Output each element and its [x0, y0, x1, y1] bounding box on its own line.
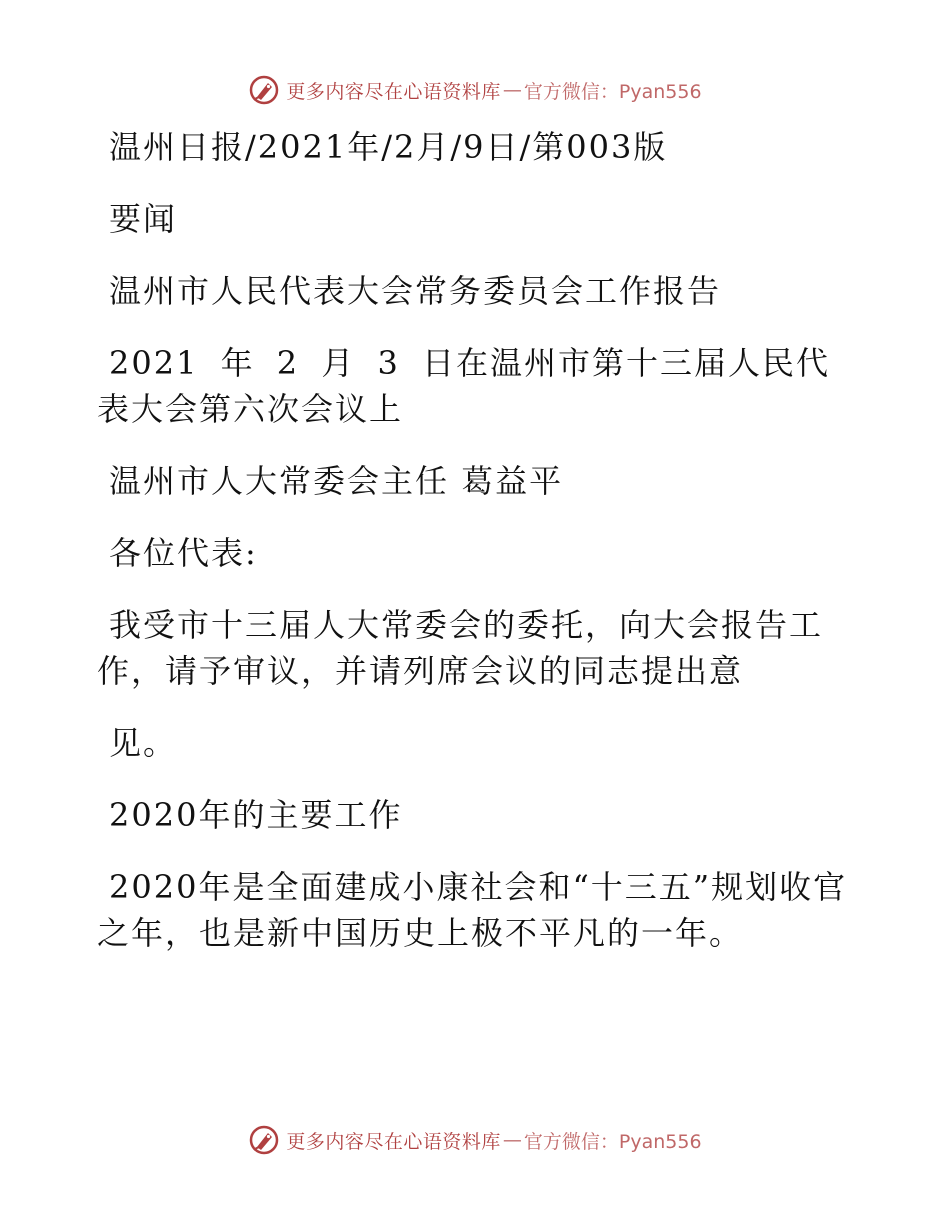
watermark-main-text: 更多内容尽在心语资料库 [286, 1130, 501, 1153]
pen-nib-logo-icon [248, 1124, 280, 1156]
paragraph-intro: 我受市十三届人大常委会的委托，向大会报告工作，请予审议，并请列席会议的同志提出意 [97, 606, 824, 690]
watermark-main-text: 更多内容尽在心语资料库 [286, 80, 501, 103]
watermark-separator: — [502, 79, 522, 101]
paragraph-section: 要闻 [109, 200, 178, 238]
paragraph-salutation: 各位代表: [109, 534, 258, 572]
watermark-contact: 官方微信：Pyan556 [523, 1130, 702, 1153]
watermark-separator: — [502, 1129, 522, 1151]
paragraph-heading: 2020年的主要工作 [109, 796, 403, 834]
paragraph-title: 温州市人民代表大会常务委员会工作报告 [109, 272, 722, 310]
watermark-contact: 官方微信：Pyan556 [523, 80, 702, 103]
footer-watermark [0, 1120, 950, 1160]
paragraph-body: 2020年是全面建成小康社会和“十三五”规划收官之年，也是新中国历史上极不平凡的一年。 [97, 868, 848, 952]
paragraph-occasion: 2021 年 2 月 3 日在温州市第十三届人民代表大会第六次会议上 [97, 344, 831, 428]
document-body [97, 124, 857, 982]
pen-nib-logo-icon [248, 74, 280, 106]
header-watermark [0, 70, 950, 110]
paragraph-source: 温州日报/2021年/2月/9日/第003版 [109, 128, 668, 166]
paragraph-intro-end: 见。 [109, 724, 178, 762]
paragraph-author: 温州市人大常委会主任 葛益平 [109, 462, 564, 500]
